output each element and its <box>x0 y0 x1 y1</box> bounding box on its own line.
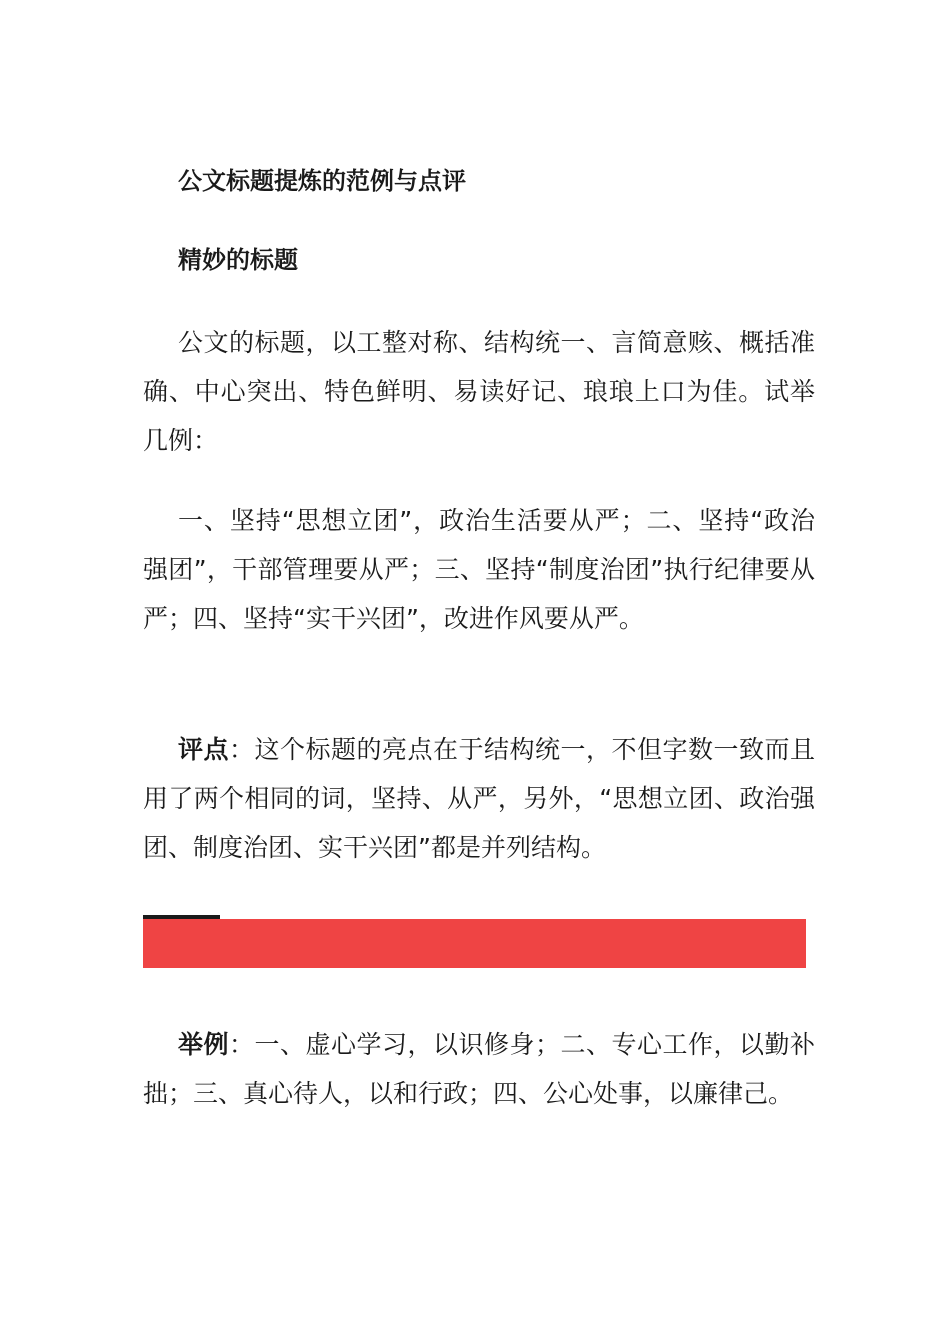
comment-label: 评点 <box>178 735 229 764</box>
document-title: 公文标题提炼的范例与点评 <box>178 167 466 195</box>
example-paragraph-2 <box>143 1020 815 1118</box>
intro-paragraph: 公文的标题，以工整对称、结构统一、言简意赅、概括准确、中心突出、特色鲜明、易读好记、琅琅上口为佳。试举几例： <box>143 328 815 455</box>
example-text: ：一、虚心学习，以识修身；二、专心工作，以勤补拙；三、真心待人，以和行政；四、公心处事，以廉律己。 <box>143 1030 815 1108</box>
red-divider-banner <box>143 919 806 968</box>
comment-text: ：这个标题的亮点在于结构统一，不但字数一致而且用了两个相同的词，坚持、从严，另外，“思想立团、政治强团、制度治团、实干兴团”都是并列结构。 <box>143 735 815 862</box>
comment-paragraph <box>143 725 815 872</box>
example-paragraph-1: 一、坚持“思想立团”，政治生活要从严；二、坚持“政治强团”，干部管理要从严；三、坚持“制度治团”执行纪律要从严；四、坚持“实干兴团”，改进作风要从严。 <box>143 506 815 633</box>
section-heading: 精妙的标题 <box>178 246 298 274</box>
example-label: 举例 <box>178 1030 229 1059</box>
